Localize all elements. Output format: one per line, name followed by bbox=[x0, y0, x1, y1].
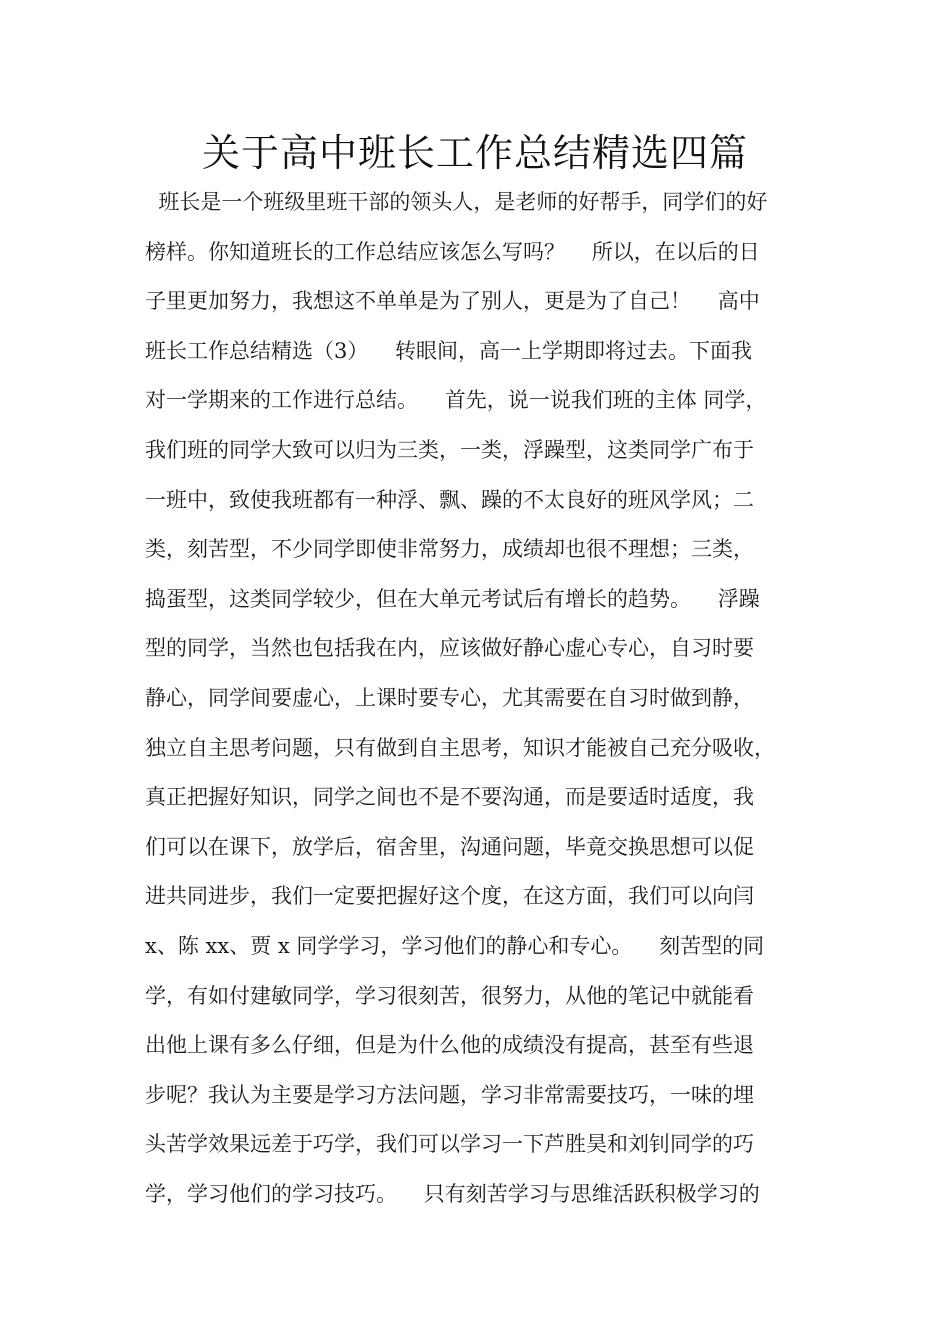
text-line: 一班中，致使我班都有一种浮、飘、躁的不太良好的班风学风；二 bbox=[145, 487, 754, 512]
text-line: 型的同学，当然也包括我在内，应该做好静心虚心专心，自习时要 bbox=[145, 636, 754, 661]
text-line: 子里更加努力，我想这不单单是为了别人，更是为了自己！ 高中 bbox=[145, 289, 760, 314]
text-line: 类，刻苦型，不少同学即使非常努力，成绩却也很不理想；三类， bbox=[145, 537, 754, 562]
text-line: 学，学习他们的学习技巧。 只有刻苦学习与思维活跃积极学习的 bbox=[145, 1181, 760, 1206]
text-line: 真正把握好知识，同学之间也不是不要沟通，而是要适时适度，我 bbox=[145, 785, 754, 810]
text-line: 头苦学效果远差于巧学，我们可以学习一下芦胜昊和刘钊同学的巧 bbox=[145, 1132, 754, 1157]
text-line: 捣蛋型，这类同学较少，但在大单元考试后有增长的趋势。 浮躁 bbox=[145, 586, 760, 611]
document-body bbox=[145, 178, 835, 1219]
text-line: 学，有如付建敏同学，学习很刻苦，很努力，从他的笔记中就能看 bbox=[145, 983, 754, 1008]
text-line: 对一学期来的工作进行总结。 首先，说一说我们班的主体 同学， bbox=[145, 388, 767, 413]
text-line: 们可以在课下，放学后，宿舍里，沟通问题，毕竟交换思想可以促 bbox=[145, 834, 754, 859]
text-line: 班长工作总结精选（3） 转眼间，高一上学期即将过去。下面我 bbox=[145, 338, 753, 363]
text-line: 班长是一个班级里班干部的领头人，是老师的好帮手，同学们的好 bbox=[145, 190, 768, 214]
text-line: 静心，同学间要虚心，上课时要专心，尤其需要在自习时做到静， bbox=[145, 685, 754, 710]
text-line: 我们班的同学大致可以归为三类，一类，浮躁型，这类同学广布于 bbox=[145, 437, 754, 462]
text-line: 独立自主思考问题，只有做到自主思考，知识才能被自己充分吸收， bbox=[145, 735, 775, 760]
document-title: 关于高中班长工作总结精选四篇 bbox=[201, 131, 748, 175]
text-line: 进共同进步，我们一定要把握好这个度，在这方面，我们可以向闫 bbox=[145, 884, 754, 909]
text-line: 出他上课有多么仔细，但是为什么他的成绩没有提高，甚至有些退 bbox=[145, 1033, 754, 1058]
text-line: 步呢？我认为主要是学习方法问题，学习非常需要技巧，一味的埋 bbox=[145, 1082, 754, 1107]
text-line: 榜样。你知道班长的工作总结应该怎么写吗？ 所以，在以后的日 bbox=[145, 239, 760, 264]
text-line: x、陈 xx、贾 x 同学学习，学习他们的静心和专心。 刻苦型的同 bbox=[145, 933, 765, 958]
